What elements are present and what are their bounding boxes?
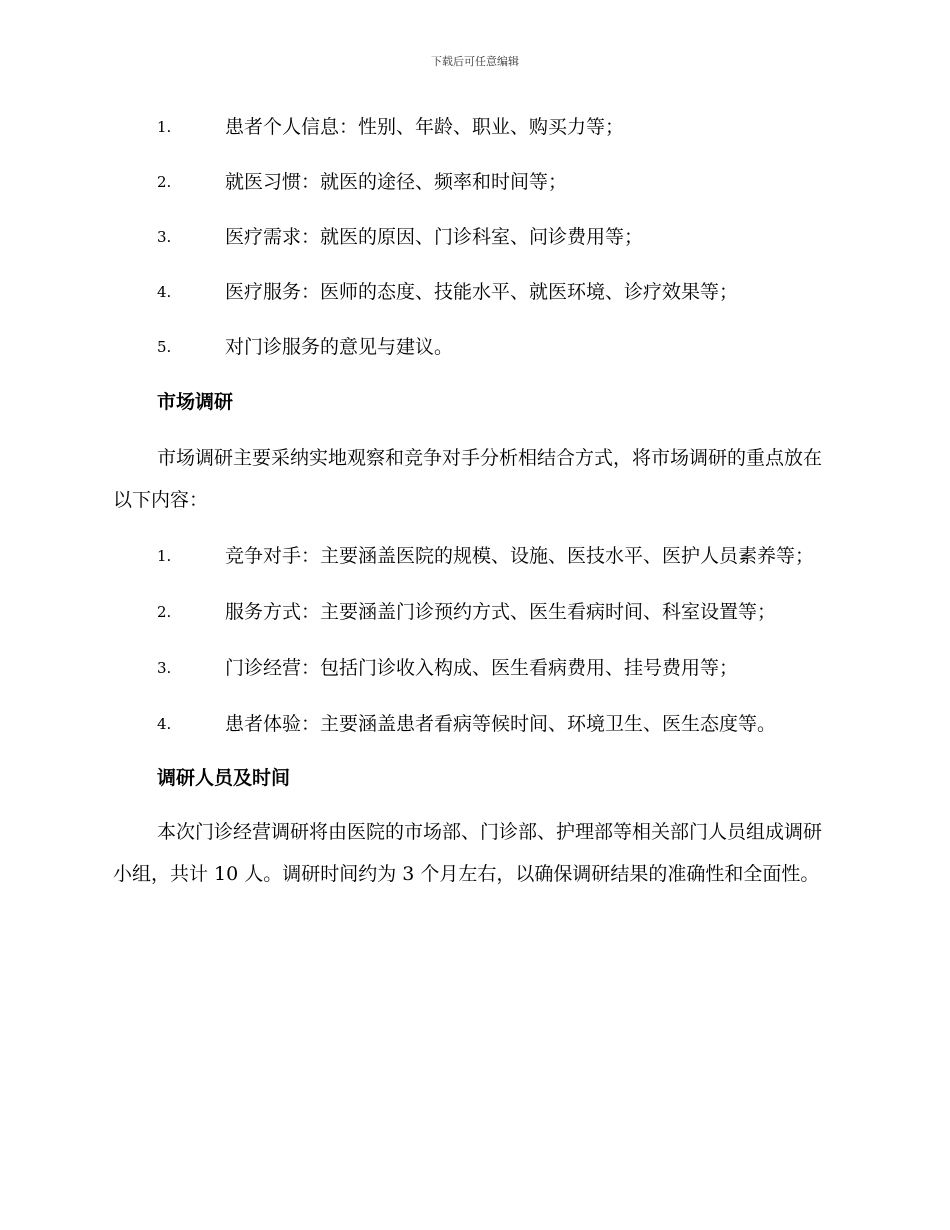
list-number: 5. <box>157 338 172 356</box>
list-text: 竞争对手：主要涵盖医院的规模、设施、医技水平、医护人员素养等； <box>225 545 815 567</box>
list-number: 3. <box>157 228 172 246</box>
list-text: 医疗需求：就医的原因、门诊科室、问诊费用等； <box>225 226 644 248</box>
list-item <box>113 535 838 577</box>
list-number: 2. <box>157 603 172 621</box>
list-number: 4. <box>157 283 172 301</box>
section-heading-market-research: 市场调研 <box>157 391 234 413</box>
list-text: 门诊经营：包括门诊收入构成、医生看病费用、挂号费用等； <box>225 657 739 679</box>
list-text: 对门诊服务的意见与建议。 <box>225 336 454 358</box>
section-paragraph: 市场调研主要采纳实地观察和竞争对手分析相结合方式，将市场调研的重点放在以下内容： <box>113 447 823 511</box>
list-item <box>113 273 838 311</box>
list-text: 患者个人信息：性别、年龄、职业、购买力等； <box>225 116 625 138</box>
list-number: 1. <box>157 547 172 565</box>
document-body <box>113 108 838 895</box>
list-text: 服务方式：主要涵盖门诊预约方式、医生看病时间、科室设置等； <box>225 601 777 623</box>
list-text: 就医习惯：就医的途径、频率和时间等； <box>225 171 568 193</box>
list-item <box>113 108 838 146</box>
list-item <box>113 163 838 201</box>
section-paragraph: 本次门诊经营调研将由医院的市场部、门诊部、护理部等相关部门人员组成调研小组，共计 10 人。调研时间约为 3 个月左右，以确保调研结果的准确性和全面性。 <box>113 821 823 885</box>
list-text: 医疗服务：医师的态度、技能水平、就医环境、诊疗效果等； <box>225 281 739 303</box>
info-list <box>113 108 838 366</box>
page-header: 下载后可任意编辑 <box>431 55 519 68</box>
list-number: 1. <box>157 118 172 136</box>
list-item <box>113 647 838 689</box>
research-list <box>113 535 838 745</box>
list-text: 患者体验：主要涵盖患者看病等候时间、环境卫生、医生态度等。 <box>225 713 777 735</box>
section-heading-staff-and-time: 调研人员及时间 <box>157 767 291 789</box>
list-item <box>113 703 838 745</box>
list-item <box>113 591 838 633</box>
list-number: 2. <box>157 173 172 191</box>
list-item <box>113 218 838 256</box>
list-number: 4. <box>157 715 172 733</box>
list-number: 3. <box>157 659 172 677</box>
list-item <box>113 328 838 366</box>
